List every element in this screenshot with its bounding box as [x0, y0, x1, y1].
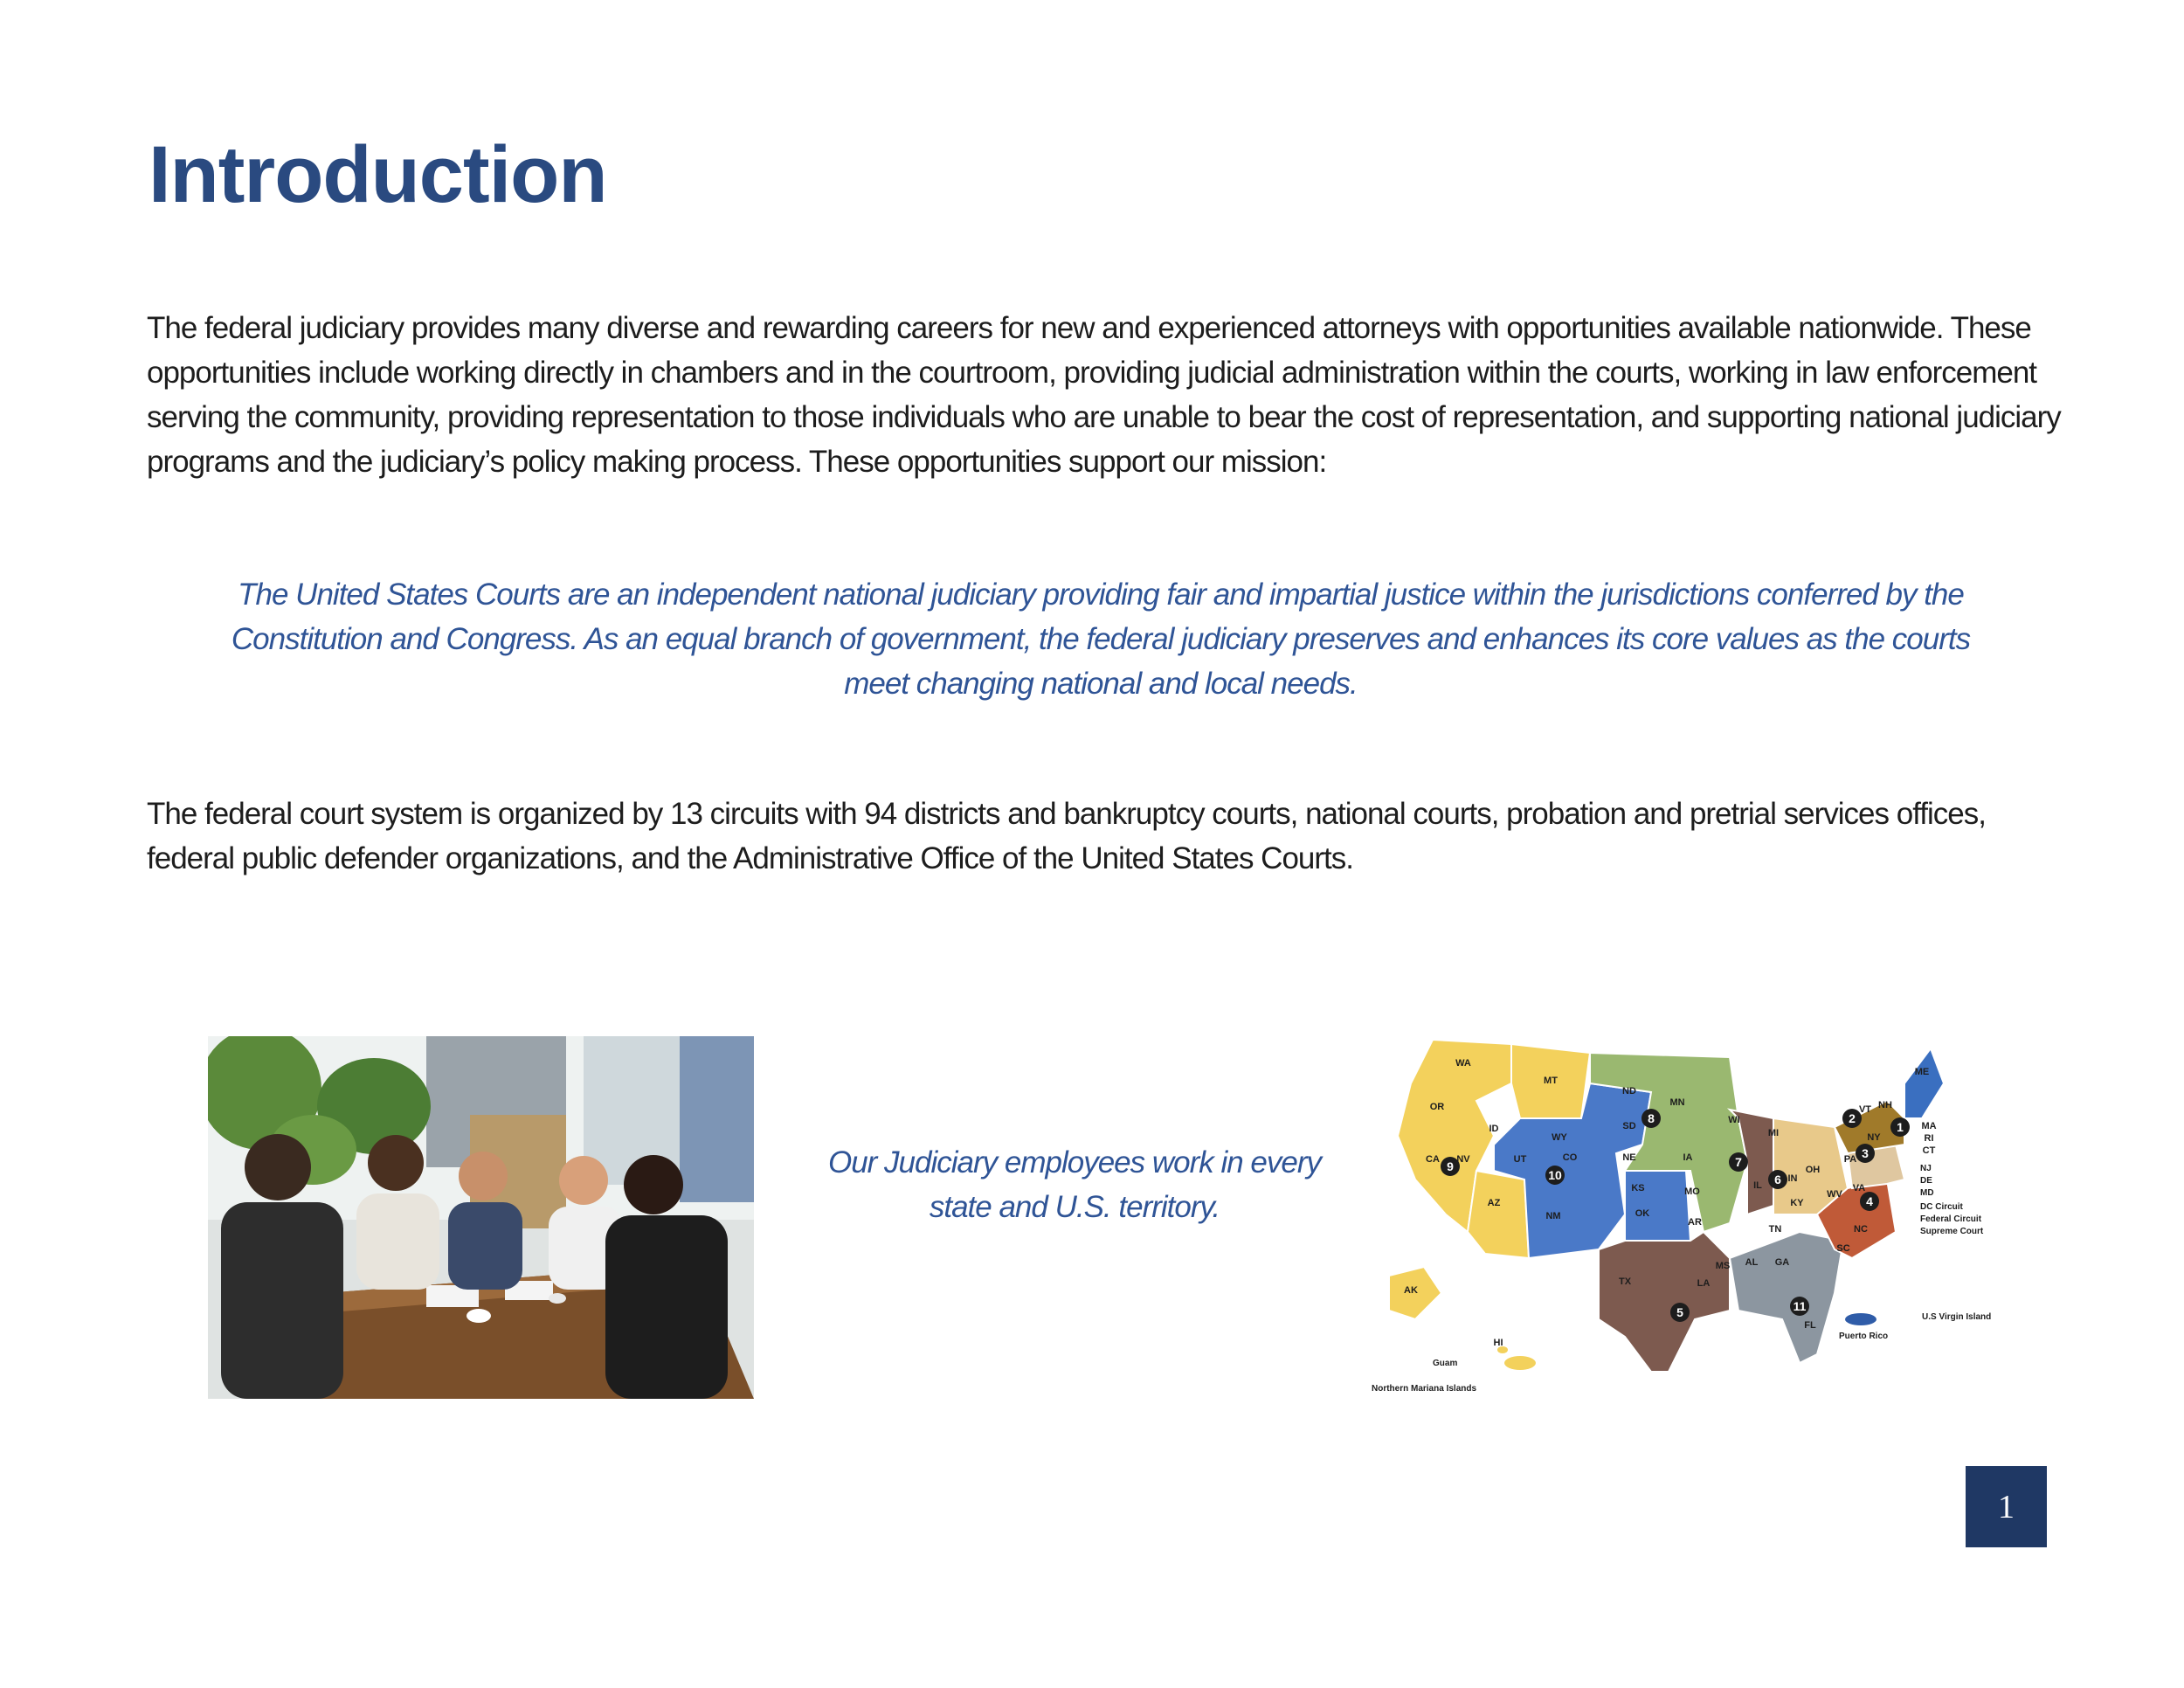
territory-label: Northern Mariana Islands: [1372, 1384, 1477, 1394]
circuit-number: 1: [1897, 1120, 1904, 1134]
state-label: NV: [1456, 1154, 1470, 1165]
intro-paragraph: The federal judiciary provides many diverse and rewarding careers for new and experienced attorneys with opportunities available nationwide. These opportunities include working directly in chambers and in the courtroom, providing judicial administration within the courts, working in law enforcement serving the community, providing representation to those individuals who are unable to bear the cost of representation, and supporting national judiciary programs and the judiciary’s policy making process. These opportunities support our mission:: [147, 311, 2061, 479]
state-label: OH: [1805, 1165, 1821, 1175]
state-label: HI: [1493, 1338, 1503, 1348]
state-label: CT: [1922, 1145, 1936, 1156]
state-label: CO: [1562, 1152, 1578, 1163]
circuit-number: 3: [1862, 1146, 1869, 1160]
state-label: NY: [1867, 1132, 1881, 1143]
state-label: KY: [1790, 1198, 1804, 1208]
state-label: AZ: [1487, 1198, 1501, 1208]
state-label: FL: [1804, 1320, 1816, 1331]
circuit-number: 10: [1548, 1168, 1562, 1182]
region-fifth-circuit: [1599, 1232, 1730, 1372]
state-label: ID: [1489, 1124, 1499, 1134]
side-label: MD: [1920, 1188, 1934, 1198]
state-label: KS: [1631, 1183, 1645, 1193]
side-label: DC Circuit: [1920, 1202, 1963, 1212]
state-label: IN: [1787, 1173, 1798, 1184]
state-label: WI: [1728, 1115, 1740, 1125]
circuit-number: 2: [1849, 1111, 1856, 1125]
state-label: OR: [1429, 1102, 1445, 1112]
state-label: VA: [1852, 1183, 1866, 1193]
state-label: ME: [1914, 1067, 1930, 1077]
state-label: WV: [1827, 1189, 1842, 1200]
circuit-number: 4: [1866, 1194, 1873, 1208]
state-label: MO: [1684, 1186, 1700, 1197]
state-label: ND: [1622, 1086, 1636, 1097]
circuit-number: 7: [1735, 1155, 1742, 1169]
region-eleventh-circuit: [1730, 1232, 1843, 1363]
state-label: NC: [1854, 1224, 1868, 1235]
state-label: WY: [1552, 1132, 1567, 1143]
state-label: PA: [1843, 1154, 1857, 1165]
page-title: Introduction: [149, 130, 607, 219]
circuit-map: [1363, 1031, 2027, 1415]
state-label: AK: [1404, 1285, 1418, 1296]
court-system-paragraph: The federal court system is organized by 13 circuits with 94 districts and bankruptcy courts, national courts, probation and pretrial services offices, federal public defender organizations, and the Administrative Office of the United States Courts.: [147, 797, 1986, 875]
territory-label: Guam: [1433, 1359, 1458, 1368]
state-label: SD: [1622, 1121, 1636, 1131]
state-label: RI: [1924, 1133, 1934, 1144]
state-label: CA: [1426, 1154, 1440, 1165]
circuit-number: 11: [1793, 1299, 1807, 1313]
state-label: VT: [1858, 1104, 1872, 1115]
circuit-number: 8: [1648, 1111, 1655, 1125]
state-label: AR: [1688, 1217, 1702, 1228]
territory-label: Puerto Rico: [1839, 1332, 1889, 1341]
state-label: MI: [1767, 1128, 1780, 1138]
circuit-number: 5: [1676, 1305, 1683, 1319]
state-label: MN: [1669, 1097, 1685, 1108]
side-label: DE: [1920, 1176, 1932, 1186]
state-label: NE: [1622, 1152, 1636, 1163]
state-label: MS: [1715, 1261, 1731, 1271]
state-label: GA: [1774, 1257, 1790, 1268]
state-label: MT: [1544, 1076, 1558, 1086]
state-label: NH: [1878, 1100, 1892, 1110]
state-label: AL: [1745, 1257, 1759, 1268]
side-label: NJ: [1920, 1164, 1932, 1173]
mission-statement: The United States Courts are an independent national judiciary providing fair and impartial justice within the jurisdictions conferred by the Constitution and Congress. As an equal branch of government, the federal judiciary preserves and enhances its core values as the courts meet changing national and local needs.: [231, 578, 1971, 701]
state-label: SC: [1836, 1243, 1850, 1254]
page-number-badge: 1: [1966, 1466, 2047, 1547]
state-label: UT: [1513, 1154, 1527, 1165]
territory-label: U.S Virgin Island: [1922, 1312, 1992, 1322]
region-first-circuit: [1904, 1048, 1944, 1118]
side-label: Federal Circuit: [1920, 1214, 1982, 1224]
circuit-number: 9: [1447, 1159, 1454, 1173]
state-label: TN: [1768, 1224, 1782, 1235]
state-label: IL: [1753, 1180, 1762, 1191]
state-label: WA: [1455, 1058, 1471, 1069]
map-caption: Our Judiciary employees work in every state and U.S. territory.: [827, 1145, 1322, 1224]
state-label: MA: [1921, 1121, 1937, 1131]
state-label: OK: [1635, 1208, 1650, 1219]
state-label: IA: [1683, 1152, 1693, 1163]
state-label: LA: [1697, 1278, 1711, 1289]
side-label: Supreme Court: [1920, 1227, 1984, 1236]
state-label: TX: [1618, 1276, 1632, 1287]
meeting-photo: [208, 1036, 754, 1399]
circuit-number: 6: [1774, 1173, 1781, 1186]
state-label: NM: [1545, 1211, 1561, 1221]
